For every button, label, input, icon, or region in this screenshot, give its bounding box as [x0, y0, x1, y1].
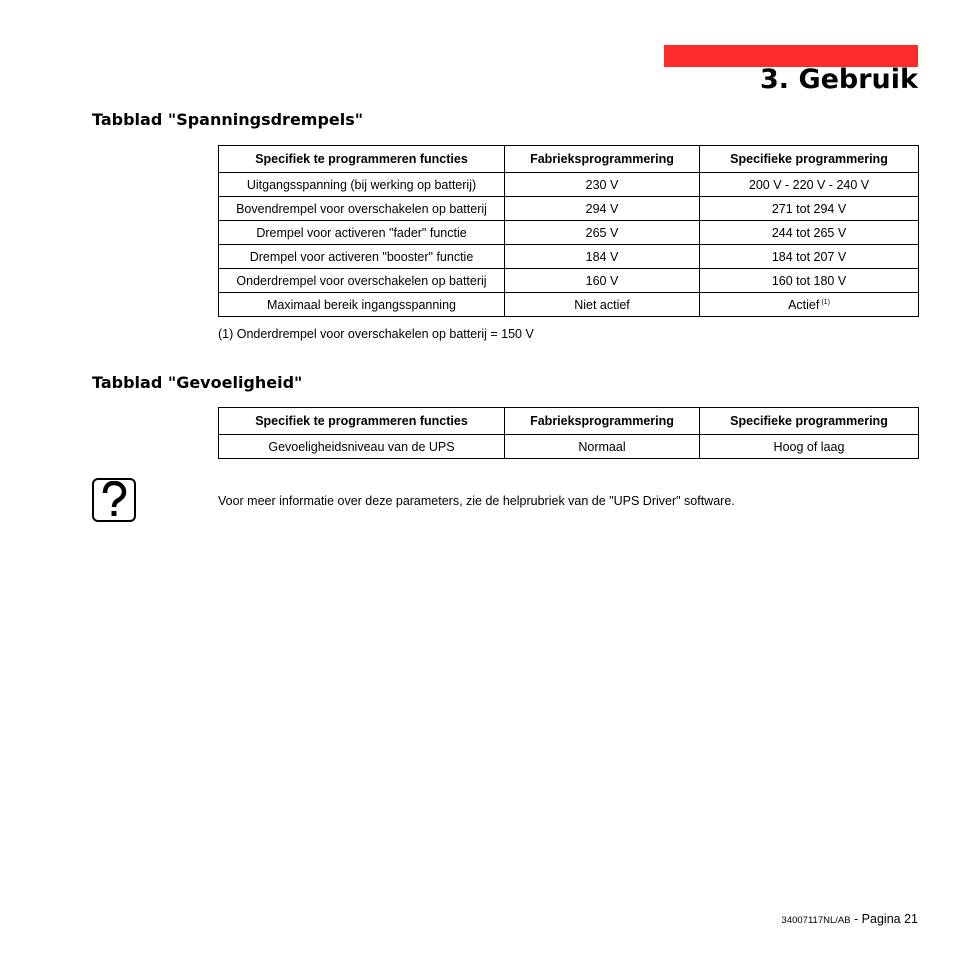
table-cell: 294 V [505, 197, 700, 221]
voltage-thresholds-table [218, 145, 919, 317]
table-cell: Gevoeligheidsniveau van de UPS [219, 435, 505, 459]
table-cell: Niet actief [505, 293, 700, 317]
table-cell: Drempel voor activeren "fader" functie [219, 221, 505, 245]
footnote-marker: (1) [821, 298, 830, 306]
table-cell: 244 tot 265 V [700, 221, 919, 245]
question-mark-icon [92, 478, 136, 522]
table-row [219, 269, 919, 293]
section-title-spanningsdrempels: Tabblad "Spanningsdrempels" [92, 110, 364, 129]
table-cell: Normaal [505, 435, 700, 459]
cell-value: Actief [788, 297, 820, 312]
column-header-factory: Fabrieksprogrammering [505, 146, 700, 173]
table-row [219, 435, 919, 459]
table-header-row [219, 408, 919, 435]
column-header-functions: Specifiek te programmeren functies [219, 146, 505, 173]
page-footer [782, 912, 918, 926]
table-cell: Uitgangsspanning (bij werking op batterij) [219, 173, 505, 197]
table-cell: 230 V [505, 173, 700, 197]
column-header-specific: Specifieke programmering [700, 146, 919, 173]
column-header-factory: Fabrieksprogrammering [505, 408, 700, 435]
page-number: - Pagina 21 [850, 912, 918, 926]
table-cell: Maximaal bereik ingangsspanning [219, 293, 505, 317]
table-row [219, 293, 919, 317]
column-header-functions: Specifiek te programmeren functies [219, 408, 505, 435]
table-cell: Drempel voor activeren "booster" functie [219, 245, 505, 269]
table-row [219, 245, 919, 269]
table-cell: 271 tot 294 V [700, 197, 919, 221]
table-cell: 184 V [505, 245, 700, 269]
table-row [219, 197, 919, 221]
sensitivity-table [218, 407, 919, 459]
table-row [219, 173, 919, 197]
table-cell: 160 V [505, 269, 700, 293]
table-header-row [219, 146, 919, 173]
section-title-gevoeligheid: Tabblad "Gevoeligheid" [92, 373, 303, 392]
table-cell [700, 293, 919, 317]
column-header-specific: Specifieke programmering [700, 408, 919, 435]
table-row [219, 221, 919, 245]
help-text: Voor meer informatie over deze parameters, zie de helprubriek van de "UPS Driver" software. [218, 494, 735, 508]
table-cell: Bovendrempel voor overschakelen op batterij [219, 197, 505, 221]
table-cell: 200 V - 220 V - 240 V [700, 173, 919, 197]
table-cell: 184 tot 207 V [700, 245, 919, 269]
table-cell: 160 tot 180 V [700, 269, 919, 293]
chapter-title: 3. Gebruik [760, 64, 918, 95]
table-cell: Onderdrempel voor overschakelen op batterij [219, 269, 505, 293]
table-cell: 265 V [505, 221, 700, 245]
table-footnote: (1) Onderdrempel voor overschakelen op batterij = 150 V [218, 327, 534, 341]
document-number: 34007117NL/AB [781, 915, 851, 926]
table-cell: Hoog of laag [700, 435, 919, 459]
